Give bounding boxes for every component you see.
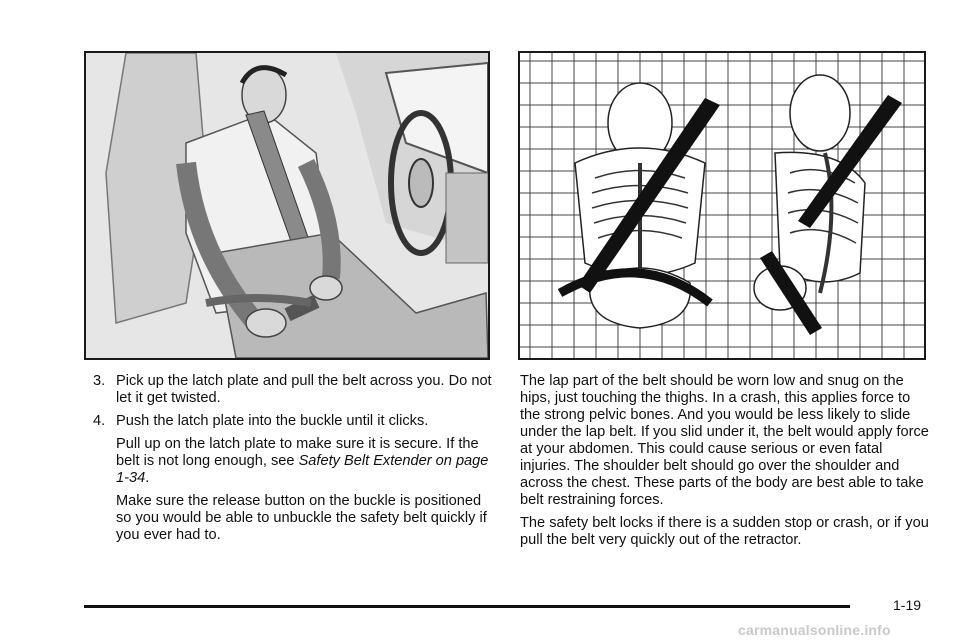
step-4-number: 4. [93, 413, 106, 429]
step-4-text: Push the latch plate into the buckle until it clicks. [116, 413, 429, 429]
skeleton-belt-diagram [518, 51, 926, 360]
belt-lock-paragraph: The safety belt locks if there is a sudden stop or crash, or if you pull the belt very quickly out of the retractor. [520, 515, 929, 548]
lap-belt-paragraph: The lap part of the belt should be worn low and snug on the hips, just touching the thighs. In a crash, this applies force to the strong pelvic bones. And you would be less likely to slide under the lap belt. If you slid under it, the belt would apply force at your abdomen. This could cause serious or even fatal injuries. The shoulder belt should go over the shoulder and across the chest. These parts of the body are best able to take belt restraining forces. [520, 373, 929, 508]
page-number: 1-19 [893, 597, 922, 613]
belt-extender-link[interactable]: Safety Belt Extender on page 1-34 [116, 453, 489, 486]
step-3-text: Pick up the latch plate and pull the belt across you. Do not let it get twisted. [116, 373, 492, 406]
latch-check-paragraph [116, 436, 493, 487]
step-4 [93, 413, 493, 430]
latch-check-text: Pull up on the latch plate to make sure it is secure. If the belt is not long enough, see [116, 436, 479, 469]
release-button-paragraph: Make sure the release button on the buckle is positioned so you would be able to unbuckle the safety belt quickly if you ever had to. [116, 493, 487, 543]
step-3-number: 3. [93, 373, 106, 389]
latch-check-suffix: . [145, 470, 150, 486]
step-3 [93, 373, 493, 407]
right-text-column [520, 373, 930, 555]
left-text-column [93, 373, 493, 550]
watermark: carmanualsonline.info [738, 622, 891, 638]
driver-belt-illustration [84, 51, 490, 360]
footer-rule [84, 605, 850, 608]
